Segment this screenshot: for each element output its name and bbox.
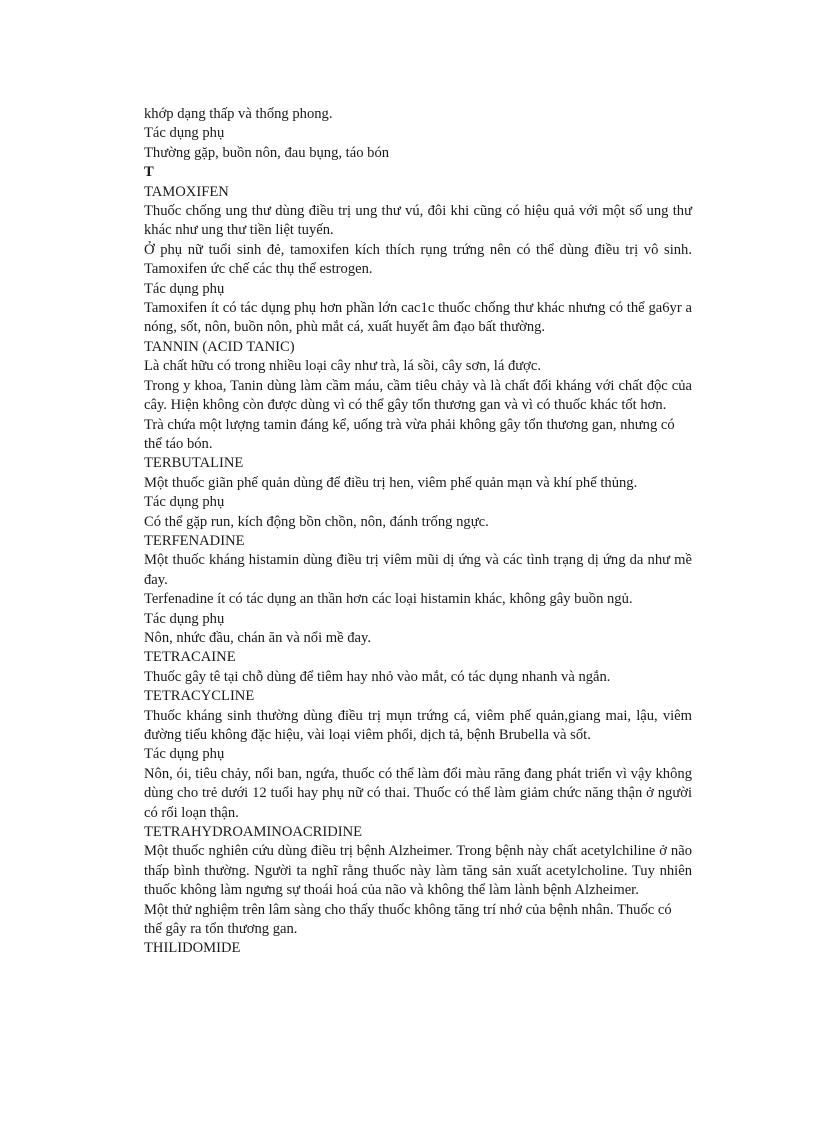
section-label-side-effects: Tác dụng phụ xyxy=(144,125,225,142)
paragraph: Ở phụ nữ tuổi sinh đẻ, tamoxifen kích thích rụng trứng nên có thể dùng điều trị vô sinh. Tamoxifen ức chế các thụ thể estrogen. xyxy=(144,241,692,278)
text-line: khớp dạng thấp và thống phong. xyxy=(144,106,333,122)
document-body xyxy=(144,105,692,959)
paragraph: Có thể gặp run, kích động bồn chồn, nôn, đánh trống ngực. xyxy=(144,513,489,530)
paragraph: Thuốc kháng sinh thường dùng điều trị mụn trứng cá, viêm phế quản,giang mai, lậu, viêm đường tiểu không đặc hiệu, vài loại viêm phổi, dịch tả, bệnh Brubella và sốt. xyxy=(144,707,692,743)
section-label-side-effects: Tác dụng phụ xyxy=(144,280,225,297)
paragraph: Một thuốc giãn phế quản dùng để điều trị hen, viêm phế quản mạn và khí phế thủng. xyxy=(144,474,638,491)
section-label-side-effects: Tác dụng phụ xyxy=(144,746,225,763)
entry-heading-tetracaine: TETRACAINE xyxy=(144,649,236,666)
paragraph: Terfenadine ít có tác dụng an thần hơn các loại histamin khác, không gây buồn ngủ. xyxy=(144,591,633,608)
entry-heading-tetracycline: TETRACYCLINE xyxy=(144,688,255,705)
text-line: Thường gặp, buồn nôn, đau bụng, táo bón xyxy=(144,144,390,161)
entry-heading-tamoxifen: TAMOXIFEN xyxy=(144,183,229,200)
paragraph: Thuốc gây tê tại chỗ dùng để tiêm hay nhỏ vào mắt, có tác dụng nhanh và ngắn. xyxy=(144,668,611,685)
entry-heading-tetrahydroaminoacridine: TETRAHYDROAMINOACRIDINE xyxy=(144,824,363,841)
entry-heading-terbutaline: TERBUTALINE xyxy=(144,455,244,472)
paragraph: Trà chứa một lượng tamin đáng kể, uống trà vừa phải không gây tổn thương gan, nhưng có thể táo bón. xyxy=(144,416,675,452)
alphabet-letter-heading: T xyxy=(144,164,154,181)
section-label-side-effects: Tác dụng phụ xyxy=(144,494,225,511)
entry-heading-terfenadine: TERFENADINE xyxy=(144,532,245,549)
paragraph: Trong y khoa, Tanin dùng làm cầm máu, cầm tiêu chảy và là chất đối kháng với chất độc của cây. Hiện không còn được dùng vì có thể gây tổn thương gan và vì có thuốc khác tốt hơn. xyxy=(144,377,692,414)
section-label-side-effects: Tác dụng phụ xyxy=(144,610,225,627)
paragraph: Nôn, ói, tiêu chảy, nổi ban, ngứa, thuốc có thể làm đổi màu răng đang phát triển vì vậy không dùng cho trẻ dưới 12 tuổi hay phụ nữ có thai. Thuốc có thể làm giảm chức năng thận ở người có rối loạn thận. xyxy=(144,765,692,821)
paragraph: Là chất hữu có trong nhiều loại cây như trà, lá sồi, cây sơn, lá được. xyxy=(144,358,541,375)
entry-heading-thilidomide: THILIDOMIDE xyxy=(144,940,241,957)
paragraph: Tamoxifen ít có tác dụng phụ hơn phần lớn cac1c thuốc chống thư khác nhưng có thể ga6yr a nóng, sốt, nôn, buồn nôn, phù mắt cá, xuất huyết âm đạo bất thường. xyxy=(144,300,692,336)
paragraph: Nôn, nhức đầu, chán ăn và nổi mề đay. xyxy=(144,629,372,646)
paragraph: Một thử nghiệm trên lâm sàng cho thấy thuốc không tăng trí nhớ của bệnh nhân. Thuốc có thể gây ra tổn thương gan. xyxy=(144,901,672,938)
paragraph: Một thuốc nghiên cứu dùng điều trị bệnh Alzheimer. Trong bệnh này chất acetylchiline ở não thấp bình thường. Người ta nghĩ rằng thuốc này làm tăng sản xuất acetylcholine. Tuy nhiên thuốc không làm ngưng sự thoái hoá của não và không thể làm lành bệnh Alzheimer. xyxy=(144,843,692,899)
paragraph: Một thuốc kháng histamin dùng điều trị viêm mũi dị ứng và các tình trạng dị ứng da như mề đay. xyxy=(144,552,692,588)
paragraph: Thuốc chống ung thư dùng điều trị ung thư vú, đôi khi cũng có hiệu quả với một số ung thư khác như ung thư tiền liệt tuyến. xyxy=(144,203,692,239)
entry-heading-tannin: TANNIN (ACID TANIC) xyxy=(144,338,295,355)
